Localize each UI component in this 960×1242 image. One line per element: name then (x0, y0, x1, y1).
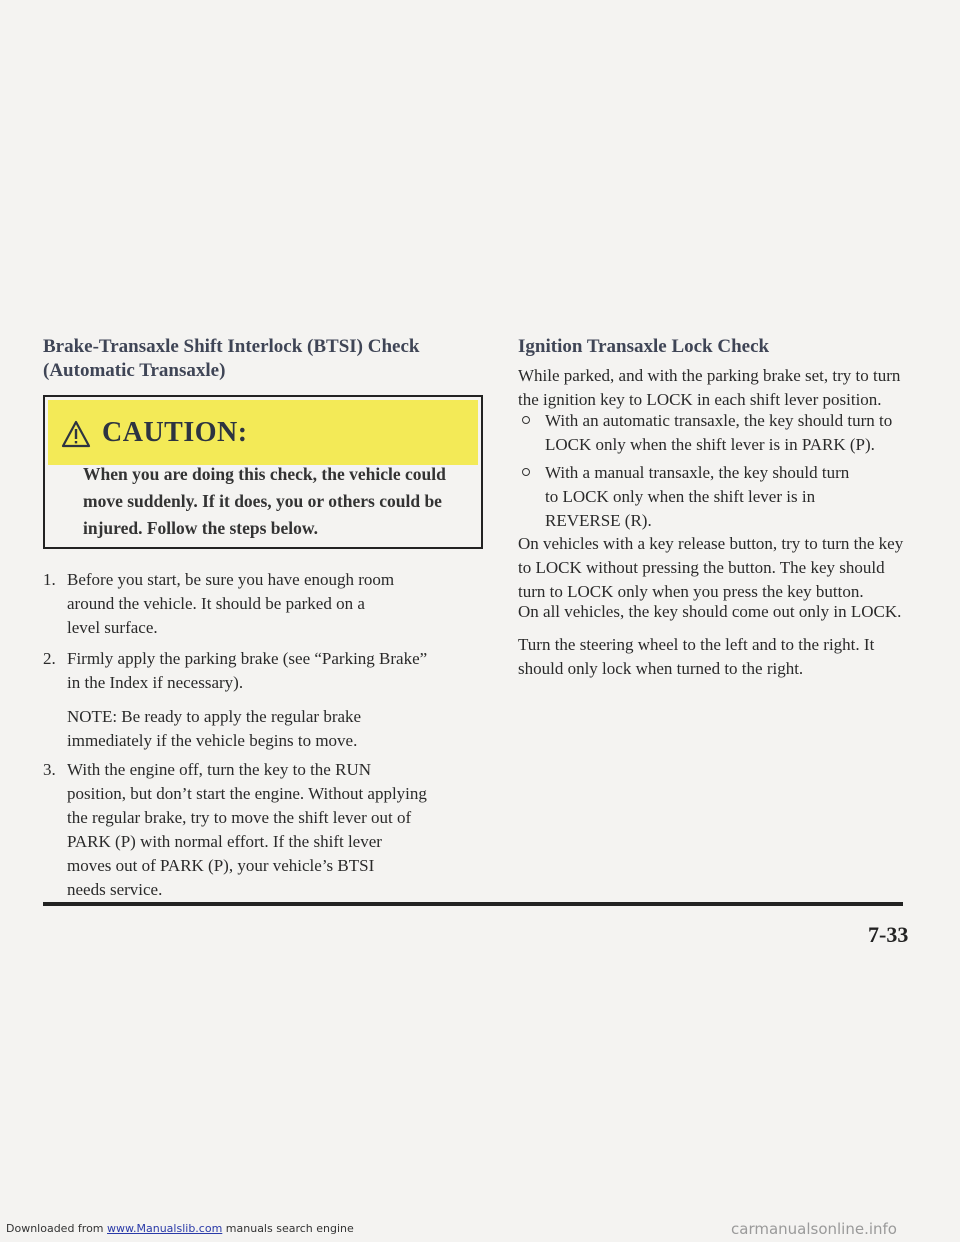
caution-line: move suddenly. If it does, you or others could be (83, 491, 442, 511)
step-line: level surface. (67, 618, 158, 637)
manualslib-link[interactable]: www.Manualslib.com (107, 1222, 223, 1235)
btsi-heading (43, 335, 419, 383)
key-release-paragraph (518, 532, 903, 604)
step-1-text (67, 568, 394, 640)
step-line: position, but don’t start the engine. Without applying (67, 784, 427, 803)
paragraph-line: While parked, and with the parking brake set, try to turn (518, 366, 901, 385)
page-number: 7-33 (868, 922, 909, 947)
step-line: immediately if the vehicle begins to move. (67, 731, 358, 750)
caution-title: CAUTION: (102, 417, 248, 448)
caution-text (83, 461, 483, 542)
step-line: around the vehicle. It should be parked on a (67, 594, 365, 613)
step-line: the regular brake, try to move the shift lever out of (67, 808, 412, 827)
step-2-text (67, 647, 427, 695)
paragraph-line: turn to LOCK only when you press the key button. (518, 582, 864, 601)
all-vehicles-paragraph: On all vehicles, the key should come out only in LOCK. (518, 602, 902, 621)
bullet-line: REVERSE (R). (545, 511, 652, 530)
paragraph-line: to LOCK without pressing the button. The key should (518, 558, 885, 577)
bullet-item (545, 461, 849, 533)
step-line: moves out of PARK (P), your vehicle’s BTSI (67, 856, 375, 875)
bullet-icon (522, 416, 530, 424)
steering-paragraph (518, 633, 874, 681)
caution-line: injured. Follow the steps below. (83, 518, 318, 538)
step-line: Before you start, be sure you have enough room (67, 570, 395, 589)
btsi-heading-line1: Brake-Transaxle Shift Interlock (BTSI) Check (43, 336, 420, 357)
step-line: needs service. (67, 880, 163, 899)
step-line: With the engine off, turn the key to the RUN (67, 760, 371, 779)
footer-rule (43, 902, 903, 906)
btsi-heading-line2: (Automatic Transaxle) (43, 360, 226, 381)
step-line: PARK (P) with normal effort. If the shift lever (67, 832, 382, 851)
step-line: Firmly apply the parking brake (see “Parking Brake” (67, 649, 428, 668)
paragraph-line: the ignition key to LOCK in each shift lever position. (518, 390, 882, 409)
download-credit (6, 1222, 354, 1235)
step-line: NOTE: Be ready to apply the regular brake (67, 707, 362, 726)
intro-paragraph (518, 364, 900, 412)
warning-triangle-icon (61, 420, 91, 448)
credit-prefix: Downloaded from (6, 1222, 104, 1235)
bullet-line: With an automatic transaxle, the key should turn to (545, 411, 893, 430)
paragraph-line: On vehicles with a key release button, try to turn the key (518, 534, 904, 553)
step-line: in the Index if necessary). (67, 673, 244, 692)
caution-line: When you are doing this check, the vehicle could (83, 464, 446, 484)
step-2-number: 2. (43, 649, 56, 668)
paragraph-line: should only lock when turned to the right. (518, 659, 804, 678)
caution-band (48, 400, 478, 465)
bullet-line: LOCK only when the shift lever is in PARK (P). (545, 435, 875, 454)
caution-box (43, 395, 483, 549)
bullet-line: to LOCK only when the shift lever is in (545, 487, 816, 506)
step-3-text (67, 758, 427, 902)
paragraph-line: Turn the steering wheel to the left and to the right. It (518, 635, 875, 654)
ignition-heading: Ignition Transaxle Lock Check (518, 336, 770, 357)
note-text (67, 705, 361, 753)
bullet-item (545, 409, 892, 457)
step-1-number: 1. (43, 570, 56, 589)
step-3-number: 3. (43, 760, 56, 779)
bullet-icon (522, 468, 530, 476)
credit-suffix: manuals search engine (225, 1222, 354, 1235)
watermark: carmanualsonline.info (731, 1220, 897, 1238)
bullet-line: With a manual transaxle, the key should turn (545, 463, 850, 482)
